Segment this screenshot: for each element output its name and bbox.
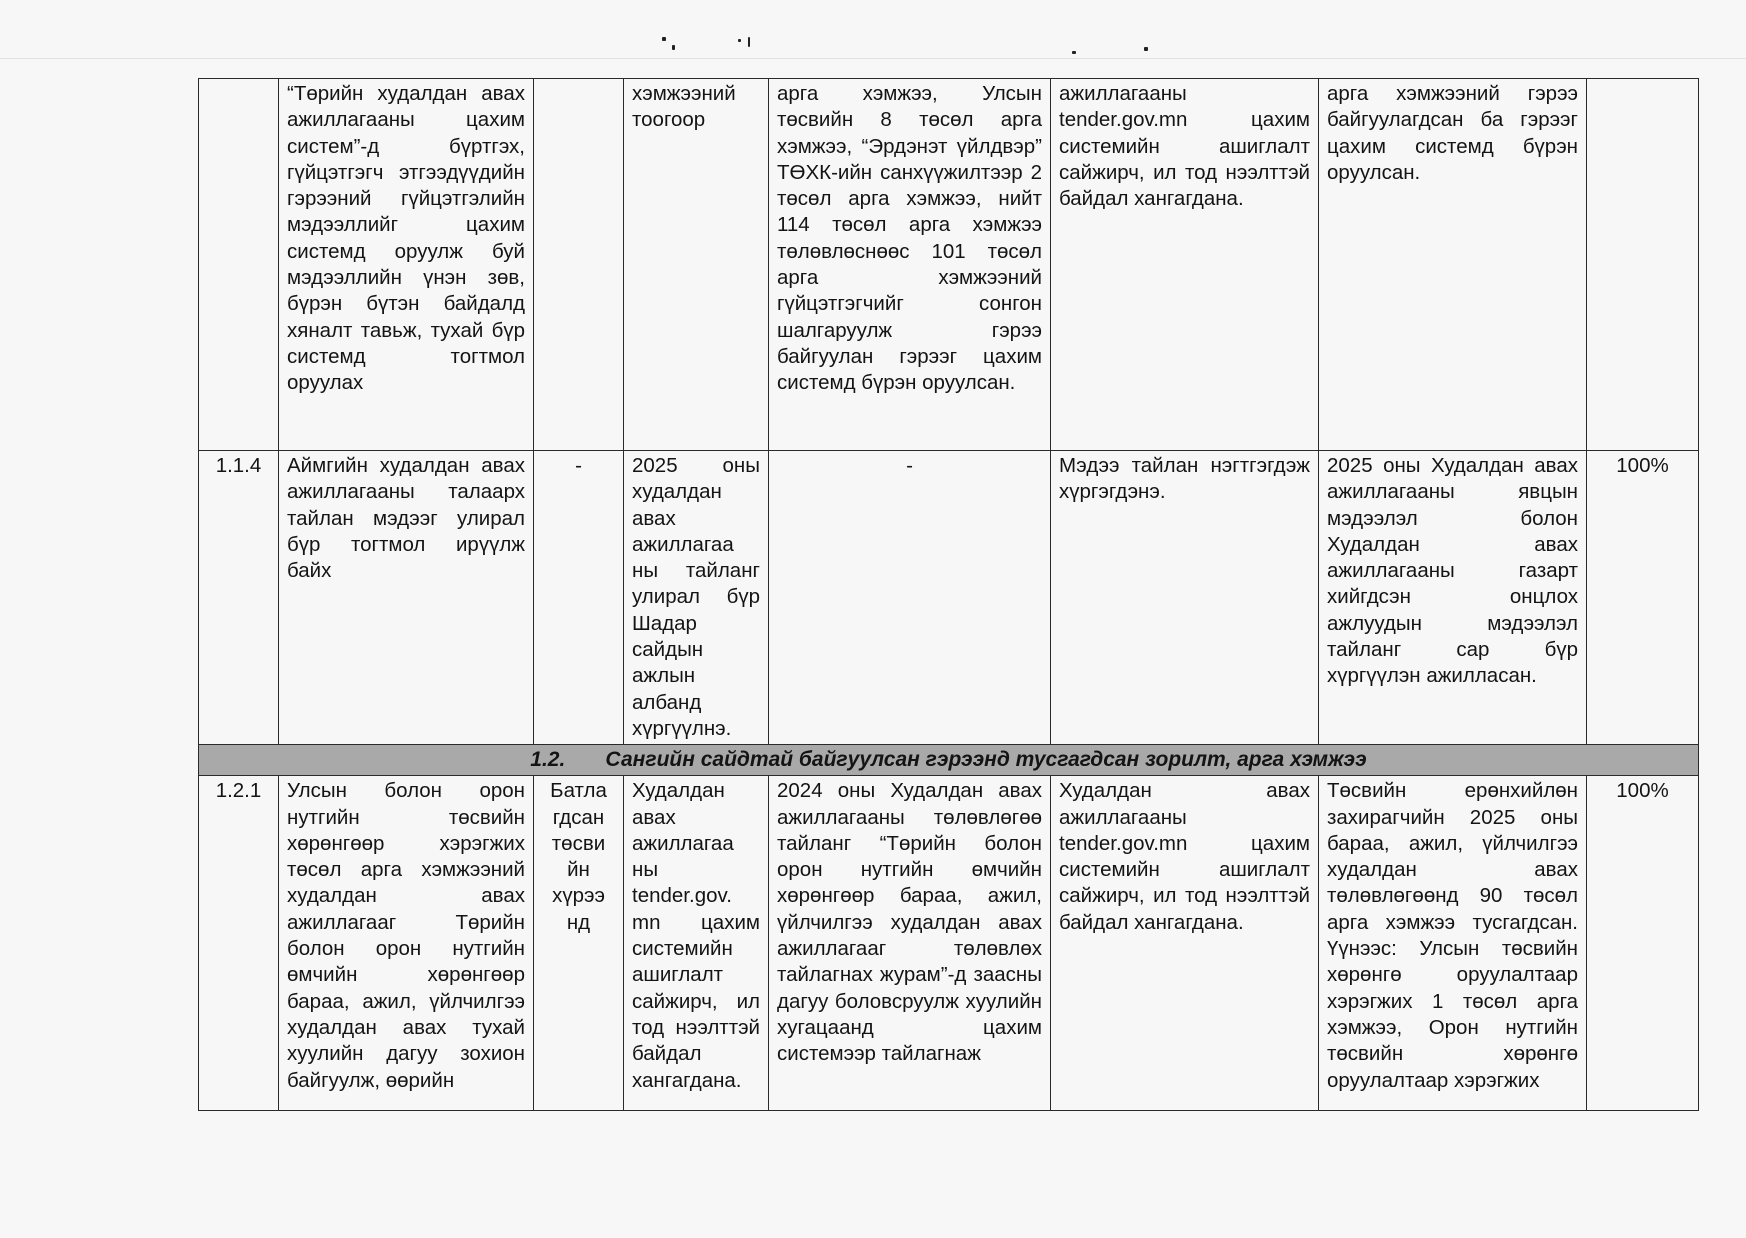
measure-cell: “Төрийн худалдан авах ажиллагааны цахим систем”-д бүртгэх, гүйцэтгэгч этгээдүүдийн гэрээний гүйцэтгэлийн мэдээллийг цахим системд оруулж буй мэдээллийн үнэн зөв, бүрэн бүтэн байдалд хяналт тавьж, тухай бүр системд тогтмол оруулах	[279, 79, 534, 451]
report-cell	[1319, 776, 1587, 1111]
scan-speck	[1144, 47, 1148, 51]
scan-edge-line	[0, 58, 1746, 59]
result-cell: Худалдан авах ажиллагааны tender.gov.mn цахим системийн ашиглалт сайжирч, ил тод нээлттэй байдал хангагдана.	[1051, 776, 1319, 1111]
report-cell: 2025 оны Худалдан авах ажиллагааны явцын мэдээлэл болон Худалдан авах ажиллагааны газарт хийгдсэн онцлох ажлуудын мэдээлэл тайланг сар бүр хүргүүлэн ажилласан.	[1319, 451, 1587, 745]
budget-cell	[534, 79, 624, 451]
result-cell: ажиллагааны tender.gov.mn цахим системийн ашиглалт сайжирч, ил тод нээлттэй байдал хангагдана.	[1051, 79, 1319, 451]
measure-text: Улсын болон орон нутгийн төсвийн хөрөнгөөр хэрэгжих төсөл арга хэмжээний худалдан авах ажиллагааг Төрийн болон орон нутгийн өмчийн хөрөнгөөр бараа, ажил, үйлчилгээ худалдан авах тухай хуулийн дагуу зохион байгуулж, өөрийн	[287, 779, 525, 1092]
progress-cell	[769, 776, 1051, 1111]
progress-cell: арга хэмжээ, Улсын төсвийн 8 төсөл арга хэмжээ, “Эрдэнэт үйлдвэр” ТӨХК-ийн санхүүжилтээр 2 төсөл арга хэмжээ, нийт 114 төсөл арга хэмжээ төлөвлөснөөс 101 төсөл арга хэмжээний гүйцэтгэгчийг сонгон шалгаруулж гэрээ байгуулан гэрээг цахим системд бүрэн оруулсан.	[769, 79, 1051, 451]
result-cell: Мэдээ тайлан нэгтгэгдэж хүргэгдэнэ.	[1051, 451, 1319, 745]
scan-speck	[662, 37, 666, 41]
section-title: Сангийн сайдтай байгуулсан гэрээнд тусгагдсан зорилт, арга хэмжээ	[605, 748, 1367, 772]
scan-speck	[748, 37, 750, 47]
section-header-row	[199, 745, 1699, 776]
budget-cell: -	[534, 451, 624, 745]
row-number: 1.2.1	[199, 776, 279, 1111]
report-cell: арга хэмжээний гэрээ байгуулагдсан ба гэрээг цахим системд бүрэн оруулсан.	[1319, 79, 1587, 451]
row-number: 1.1.4	[199, 451, 279, 745]
scan-speck	[738, 39, 741, 42]
plan-report-table	[198, 78, 1699, 1111]
percent-cell: 100%	[1587, 451, 1699, 745]
scan-speck	[1072, 51, 1076, 54]
measure-cell: Аймгийн худалдан авах ажиллагааны талаарх тайлан мэдээг улирал бүр тогтмол ирүүлж байх	[279, 451, 534, 745]
indicator-cell: 2025 оны худалдан авах ажиллагаа ны тайланг улирал бүр Шадар сайдын ажлын албанд хүргүүлнэ.	[624, 451, 769, 745]
indicator-cell: Худалдан авах ажиллагаа ны tender.gov. mn цахим системийн ашиглалт сайжирч, ил тод нээлттэй байдал хангагдана.	[624, 776, 769, 1111]
table-row	[199, 451, 1699, 745]
budget-cell: Батла гдсан төсви йн хүрээ нд	[534, 776, 624, 1111]
report-text: Төсвийн ерөнхийлөн захирагчийн 2025 оны бараа, ажил, үйлчилгээ худалдан авах төлөвлөгөөнд 90 төсөл арга хэмжээ тусгагдсан. Үүнээс: Улсын төсвийн хөрөнгө оруулалтаар хэрэгжих 1 төсөл арга хэмжээ, Орон нутгийн төсвийн хөрөнгө оруулалтаар хэрэгжих	[1327, 779, 1578, 1092]
scan-speck	[672, 45, 675, 50]
measure-cell	[279, 776, 534, 1111]
progress-text: 2024 оны Худалдан авах ажиллагааны төлөвлөгөө тайланг “Төрийн болон орон нутгийн өмчийн хөрөнгөөр бараа, ажил, үйлчилгээ худалдан авах ажиллагааг төлөвлөх тайлагнах журам”-д заасны дагуу боловсруулж хуулийн хугацаанд цахим системээр тайлагнаж	[777, 779, 1042, 1066]
section-heading	[199, 745, 1699, 776]
row-number	[199, 79, 279, 451]
table-row	[199, 79, 1699, 451]
table-row	[199, 776, 1699, 1111]
percent-cell: 100%	[1587, 776, 1699, 1111]
progress-cell: -	[769, 451, 1051, 745]
section-number: 1.2.	[530, 748, 566, 772]
indicator-cell: хэмжээний тоогоор	[624, 79, 769, 451]
percent-cell	[1587, 79, 1699, 451]
